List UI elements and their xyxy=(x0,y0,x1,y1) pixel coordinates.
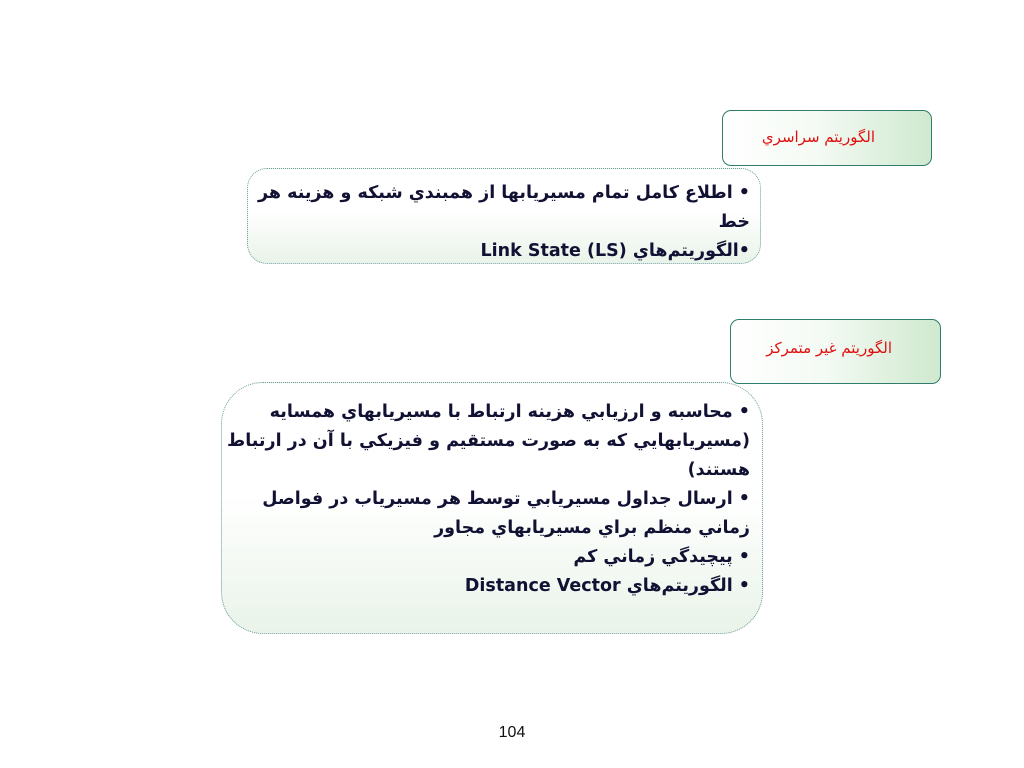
distributed-algorithm-label xyxy=(730,319,941,384)
distance-vector-bullet-2: • ارسال جداول مسيريابي توسط هر مسيرياب در فواصل زماني منظم براي مسيريابهاي مجاور xyxy=(262,489,750,538)
distance-vector-bullet-4: • الگوريتم‌هاي Distance Vector xyxy=(464,576,750,596)
distance-vector-bullet-3: • پيچيدگي زماني كم xyxy=(573,547,750,567)
link-state-bullet-2: •الگوريتم‌هاي Link State (LS) xyxy=(480,241,750,261)
link-state-bullet-1: • اطلاع كامل تمام مسيريابها از همبندي شبكه و هزينه هر خط xyxy=(257,183,750,232)
centralized-algorithm-label xyxy=(722,110,932,166)
distance-vector-description-box xyxy=(221,382,763,634)
page-number: 104 xyxy=(498,724,526,741)
distance-vector-bullet-1: • محاسبه و ارزيابي هزينه ارتباط با مسيريابهاي همسايه (مسيريابهايي كه به صورت مستقيم و فيزيكي با آن در ارتباط هستند) xyxy=(227,402,750,480)
distributed-label-text: الگوريتم غير متمركز xyxy=(766,339,892,357)
link-state-description-box xyxy=(247,168,761,264)
centralized-label-text: الگوريتم سراسري xyxy=(761,128,875,146)
